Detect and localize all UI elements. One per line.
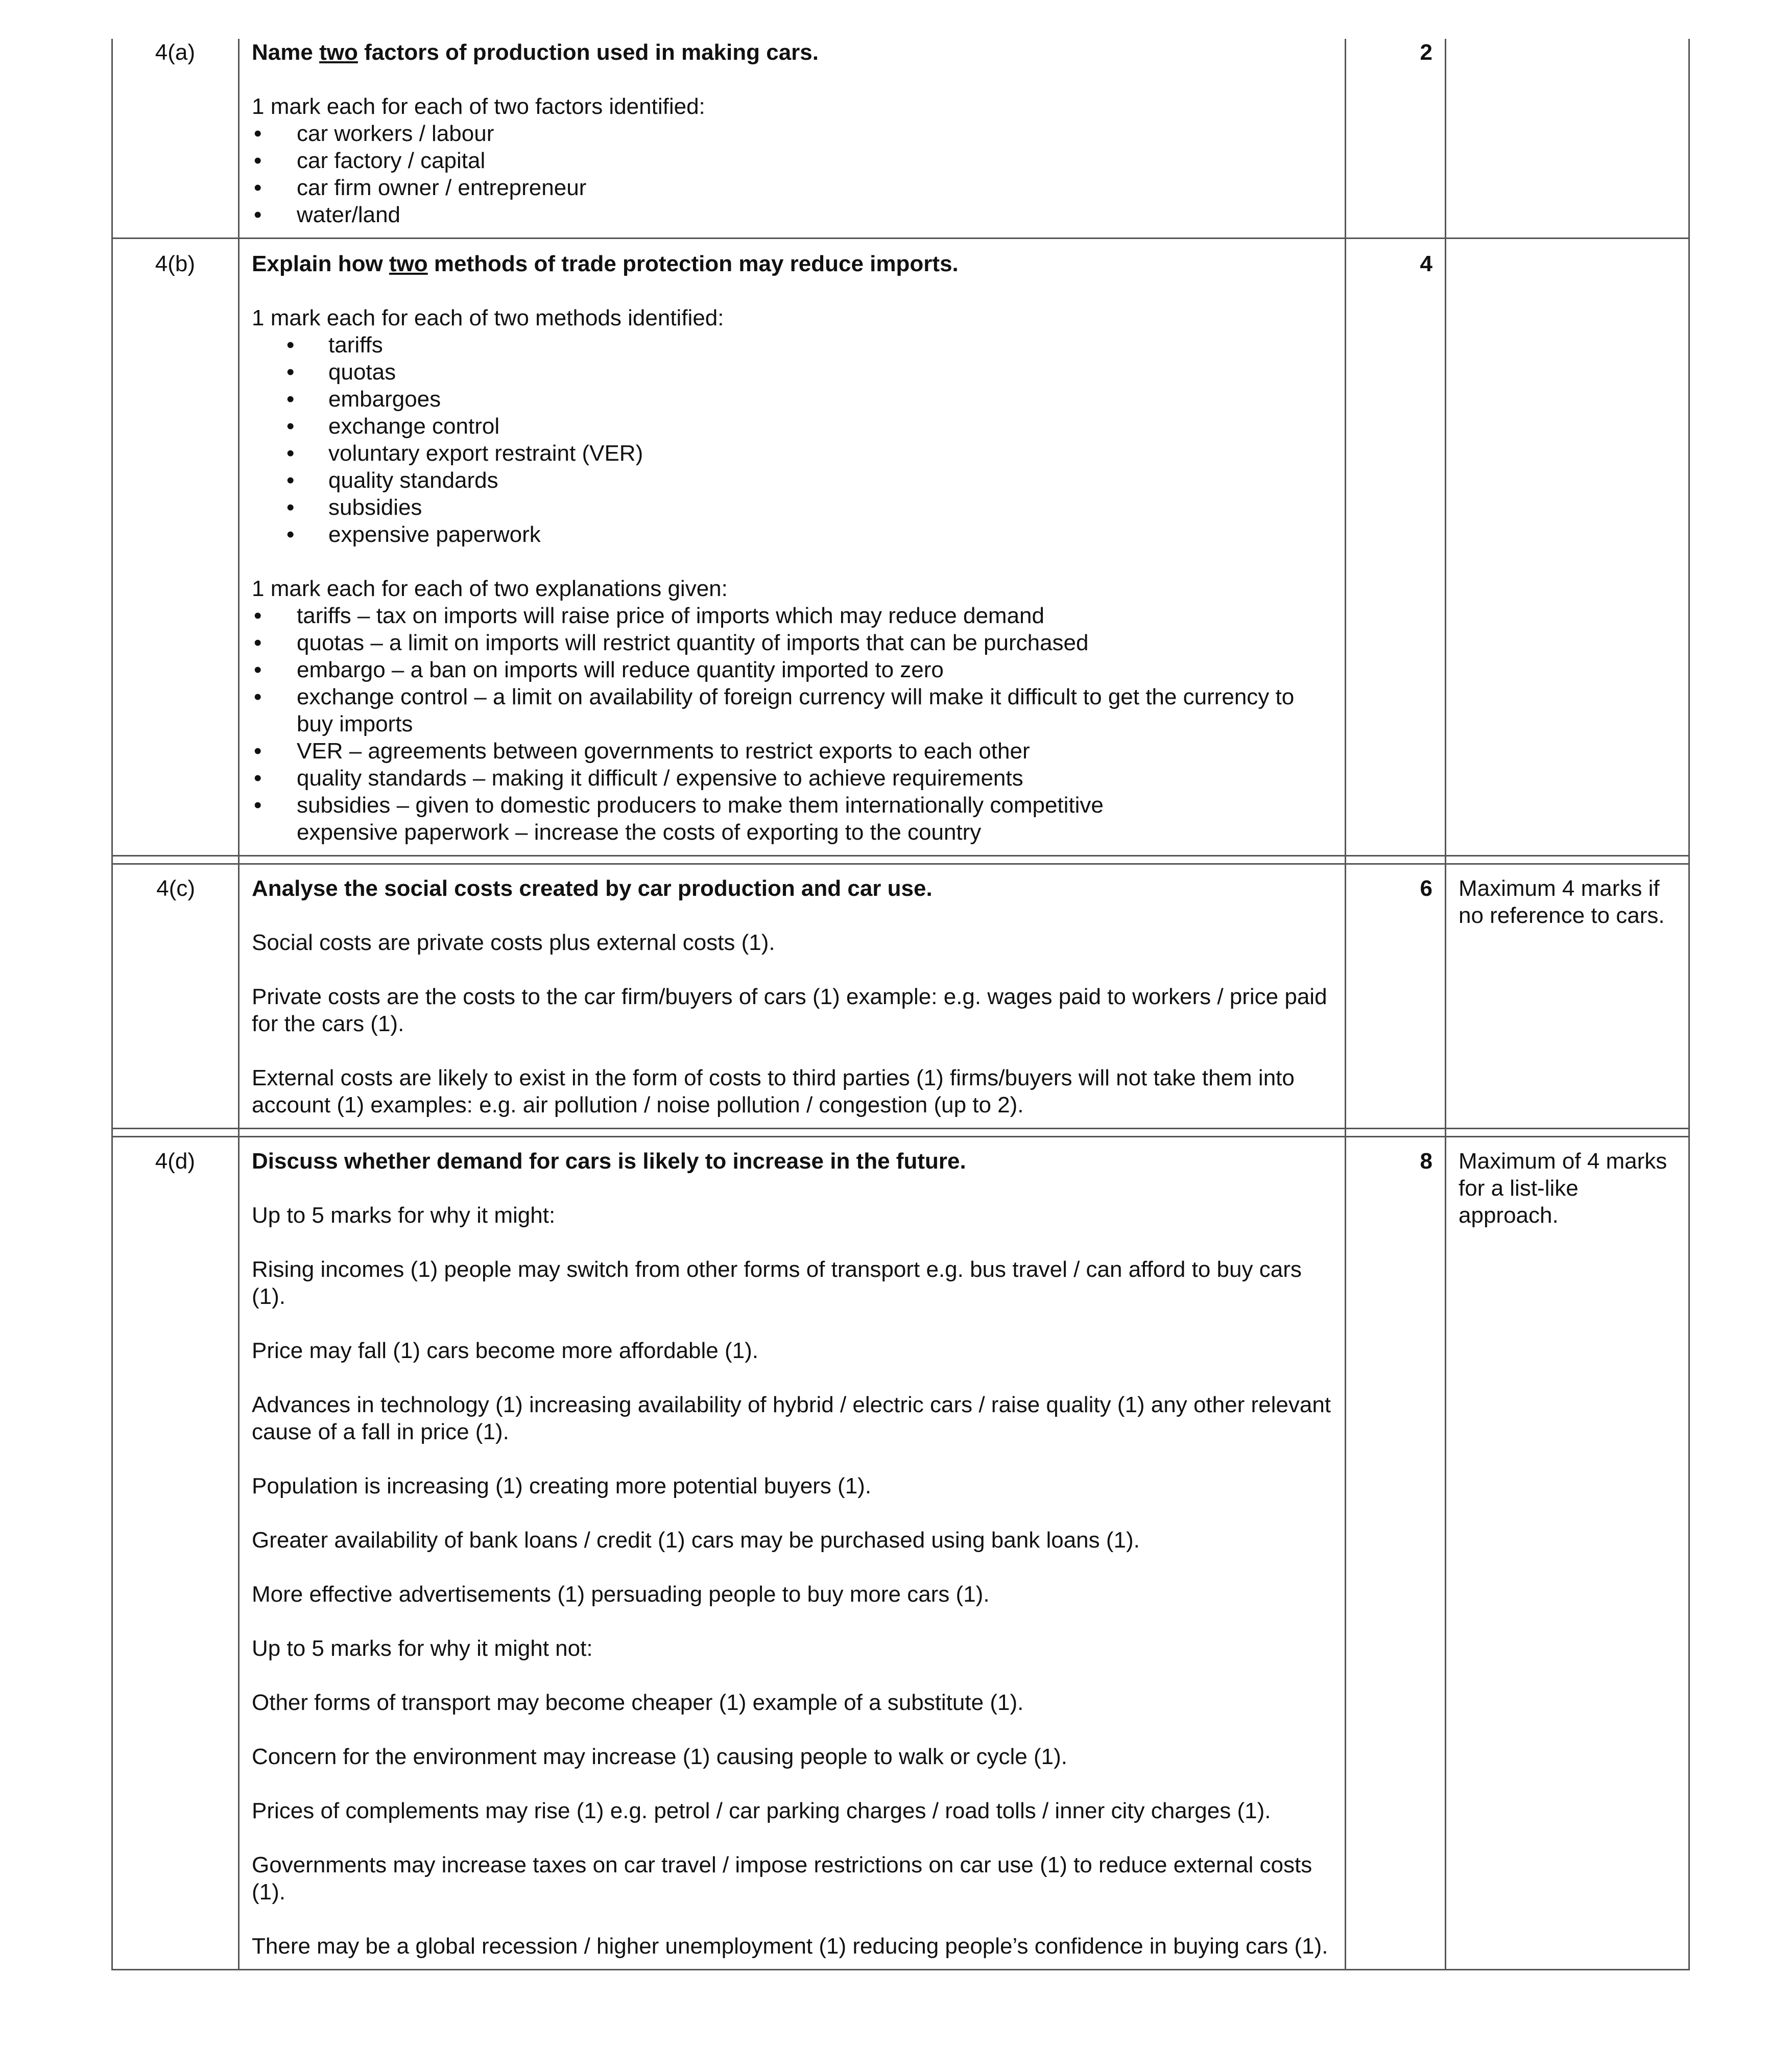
list-item: • exchange control – a limit on availability of foreign currency will make it difficult to get the currency to buy imports xyxy=(252,683,1332,737)
answer-paragraph: There may be a global recession / higher unemployment (1) reducing people’s confidence in buying cars (1). xyxy=(252,1934,1328,1959)
guidance-cell xyxy=(1446,39,1689,239)
question-number: 4(a) xyxy=(112,39,239,239)
answer-paragraph: Prices of complements may rise (1) e.g. petrol / car parking charges / road tolls / inner city charges (1). xyxy=(252,1798,1271,1823)
answer-paragraph: Private costs are the costs to the car firm/buyers of cars (1) example: e.g. wages paid to workers / price paid for the cars (1). xyxy=(252,984,1327,1036)
answer-paragraph: Rising incomes (1) people may switch from other forms of transport e.g. bus travel / can afford to buy cars (1). xyxy=(252,1257,1302,1309)
question-text: Analyse the social costs created by car production and car use. xyxy=(252,876,933,901)
list-item: • car firm owner / entrepreneur xyxy=(252,174,1332,201)
answer-cell xyxy=(239,864,1346,1129)
question-row-4b xyxy=(112,239,1689,856)
marks-cell: 8 xyxy=(1346,1137,1446,1970)
method-list xyxy=(252,331,1332,548)
question-number: 4(d) xyxy=(112,1137,239,1970)
mark-scheme-table xyxy=(111,39,1690,1970)
list-item: expensive paperwork – increase the costs of exporting to the country xyxy=(297,820,982,845)
list-item: • tariffs xyxy=(252,331,1332,359)
list-item: • subsidies xyxy=(252,494,1332,521)
marks-cell: 6 xyxy=(1346,864,1446,1129)
list-item: • car workers / labour xyxy=(252,120,1332,147)
list-item: • expensive paperwork xyxy=(252,521,1332,548)
list-item: • car factory / capital xyxy=(252,147,1332,174)
row-separator xyxy=(112,856,1689,864)
factor-list xyxy=(252,120,1332,228)
answer-cell xyxy=(239,1137,1346,1970)
marks-cell: 2 xyxy=(1346,39,1446,239)
question-row-4c xyxy=(112,864,1689,1129)
answer-paragraph: Concern for the environment may increase (1) causing people to walk or cycle (1). xyxy=(252,1744,1067,1769)
marks-cell: 4 xyxy=(1346,239,1446,856)
mark-instruction: 1 mark each for each of two factors identified: xyxy=(252,94,705,119)
list-item: • water/land xyxy=(252,201,1332,228)
question-number: 4(b) xyxy=(112,239,239,856)
question-number: 4(c) xyxy=(112,864,239,1129)
mark-instruction: 1 mark each for each of two methods identified: xyxy=(252,305,724,330)
list-item: • VER – agreements between governments to restrict exports to each other xyxy=(252,737,1332,765)
answer-paragraph: Greater availability of bank loans / credit (1) cars may be purchased using bank loans (1). xyxy=(252,1528,1140,1553)
question-text: Discuss whether demand for cars is likely to increase in the future. xyxy=(252,1149,966,1174)
list-item: • quality standards xyxy=(252,467,1332,494)
question-text: Explain how two methods of trade protection may reduce imports. xyxy=(252,251,959,276)
question-row-4d xyxy=(112,1137,1689,1970)
list-item: • embargoes xyxy=(252,386,1332,413)
answer-cell xyxy=(239,239,1346,856)
guidance-cell xyxy=(1446,239,1689,856)
list-item: • quotas xyxy=(252,359,1332,386)
list-item: • quality standards – making it difficult / expensive to achieve requirements xyxy=(252,765,1332,792)
list-item: • quotas – a limit on imports will restrict quantity of imports that can be purchased xyxy=(252,629,1332,656)
answer-paragraph: Price may fall (1) cars become more affordable (1). xyxy=(252,1338,758,1363)
answer-paragraph: Up to 5 marks for why it might: xyxy=(252,1203,556,1228)
answer-paragraph: Governments may increase taxes on car travel / impose restrictions on car use (1) to reduce external costs (1). xyxy=(252,1852,1312,1905)
answer-paragraph: Population is increasing (1) creating more potential buyers (1). xyxy=(252,1473,872,1498)
answer-paragraph: Other forms of transport may become cheaper (1) example of a substitute (1). xyxy=(252,1690,1024,1715)
answer-cell xyxy=(239,39,1346,239)
answer-paragraph: External costs are likely to exist in the form of costs to third parties (1) firms/buyers will not take them into account (1) examples: e.g. air pollution / noise pollution / congestion (up to 2). xyxy=(252,1065,1295,1117)
row-separator xyxy=(112,1129,1689,1137)
answer-paragraph: Social costs are private costs plus external costs (1). xyxy=(252,930,775,955)
answer-paragraph: Up to 5 marks for why it might not: xyxy=(252,1636,593,1661)
guidance-cell: Maximum of 4 marks for a list-like approach. xyxy=(1446,1137,1689,1970)
list-item: • exchange control xyxy=(252,413,1332,440)
explanation-list xyxy=(252,602,1332,846)
list-item: • embargo – a ban on imports will reduce quantity imported to zero xyxy=(252,656,1332,683)
question-row-4a xyxy=(112,39,1689,239)
mark-instruction: 1 mark each for each of two explanations given: xyxy=(252,576,728,601)
guidance-cell: Maximum 4 marks if no reference to cars. xyxy=(1446,864,1689,1129)
list-item: • subsidies – given to domestic producers to make them internationally competitive xyxy=(252,792,1332,819)
list-item: • voluntary export restraint (VER) xyxy=(252,440,1332,467)
answer-paragraph: Advances in technology (1) increasing availability of hybrid / electric cars / raise quality (1) any other relevant cause of a fall in price (1). xyxy=(252,1392,1331,1444)
answer-paragraph: More effective advertisements (1) persuading people to buy more cars (1). xyxy=(252,1582,990,1607)
list-item: • tariffs – tax on imports will raise price of imports which may reduce demand xyxy=(252,602,1332,629)
question-text: Name two factors of production used in making cars. xyxy=(252,40,819,65)
mark-scheme-page xyxy=(111,39,1688,1970)
